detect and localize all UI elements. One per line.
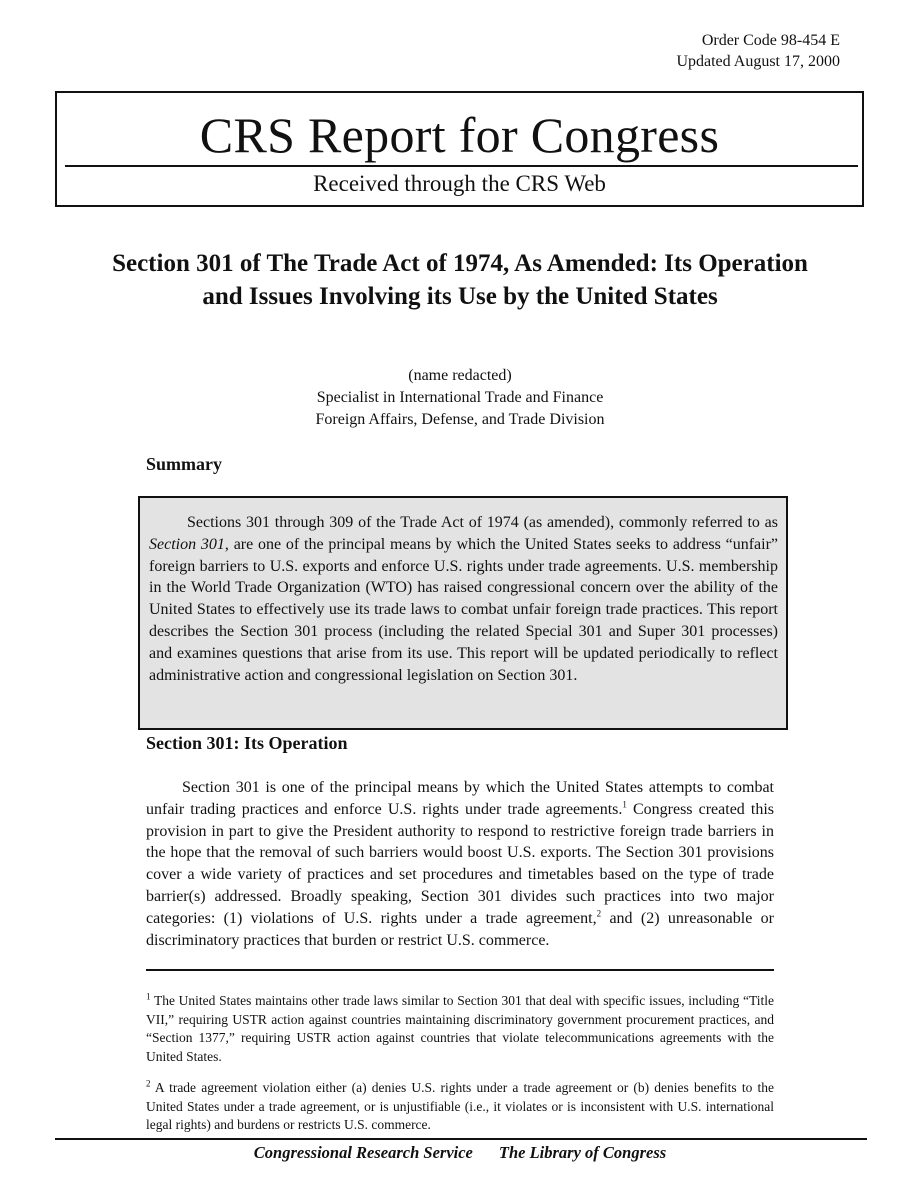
section-paragraph: Section 301 is one of the principal means by which the United States attempts to combat unfair trading practices and enforce U.S. rights under trade agreements.$^1$ Congress created this provision in part to give the President authority to respond to restrictive foreign trade barriers in the hope that the removal of such barriers would boost U.S. exports. The Section 301 provisions cover a wide variety of practices and set procedures and timetables based on the type of trade barrier(s) addressed. Broadly speaking, Section 301 divides such practices into two major categories: (1) violations of U.S. rights under a trade agreement,$^2$ and (2) unreasonable or discriminatory practices that burden or restrict U.S. commerce. [146, 779, 775, 949]
banner-subtitle: Received through the CRS Web [313, 171, 606, 196]
footnote-ref-1[interactable]: 1 [622, 799, 627, 810]
footnote-text: A trade agreement violation either (a) denies U.S. rights under a trade agreement or (b) denies benefits to the United States under a trade agreement, or is unjustifiable (i.e., it violates or is inconsistent with U.S. international legal rights) and burdens or restricts U.S. commerce. [146, 1080, 774, 1133]
report-title: Section 301 of The Trade Act of 1974, As Amended: Its Operation and Issues Involving its Use by the United States [112, 250, 808, 310]
crs-banner [55, 91, 864, 207]
section-heading: Section 301: Its Operation [146, 733, 348, 753]
order-info [676, 30, 840, 72]
footnote-ref-2[interactable]: 2 [596, 908, 602, 919]
updated-date: Updated August 17, 2000 [676, 53, 840, 70]
author-name: (name redacted) [408, 367, 512, 384]
footer-left: Congressional Research Service [253, 1143, 473, 1162]
author-block [160, 365, 760, 431]
author-division: Foreign Affairs, Defense, and Trade Division [315, 411, 605, 428]
footer-divider [55, 1138, 867, 1140]
footnote-number: 1 [146, 991, 151, 1002]
summary-heading: Summary [146, 454, 222, 474]
author-role: Specialist in International Trade and Finance [316, 389, 604, 406]
summary-text-start: Sections 301 through 309 of the Trade Act of 1974 (as amended), commonly referred to as [187, 514, 778, 531]
banner-divider [65, 165, 858, 167]
footnote-2 [146, 1079, 774, 1135]
footnote-number: 2 [146, 1078, 151, 1089]
summary-emphasis: Section 301 [149, 535, 225, 553]
order-code: Order Code 98-454 E [701, 32, 840, 49]
page-footer [0, 1143, 920, 1163]
summary-box [138, 496, 788, 730]
footnote-text: The United States maintains other trade laws similar to Section 301 that deal with specific issues, including “Title VII,” requiring USTR action against countries maintaining discriminatory government procurement practices, and “Section 1377,” requiring USTR action against countries that violate telecommunications agreements with the United States. [146, 993, 774, 1064]
footnote-divider [146, 969, 774, 971]
banner-title: CRS Report for Congress [199, 107, 720, 163]
footer-right: The Library of Congress [498, 1143, 667, 1162]
summary-text-end: , are one of the principal means by which the United States seeks to address “unfair” foreign barriers to U.S. exports and enforce U.S. rights under trade agreements. U.S. membership in the World Trade Organization (WTO) has raised congressional concern over the ability of the United States to effectively use its trade laws to combat unfair foreign trade practices. This report describes the Section 301 process (including the related Special 301 and Super 301 processes) and examines questions that arise from its use. This report will be updated periodically to reflect administrative action and congressional legislation on Section 301. [149, 535, 778, 684]
footnote-1 [146, 992, 774, 1066]
